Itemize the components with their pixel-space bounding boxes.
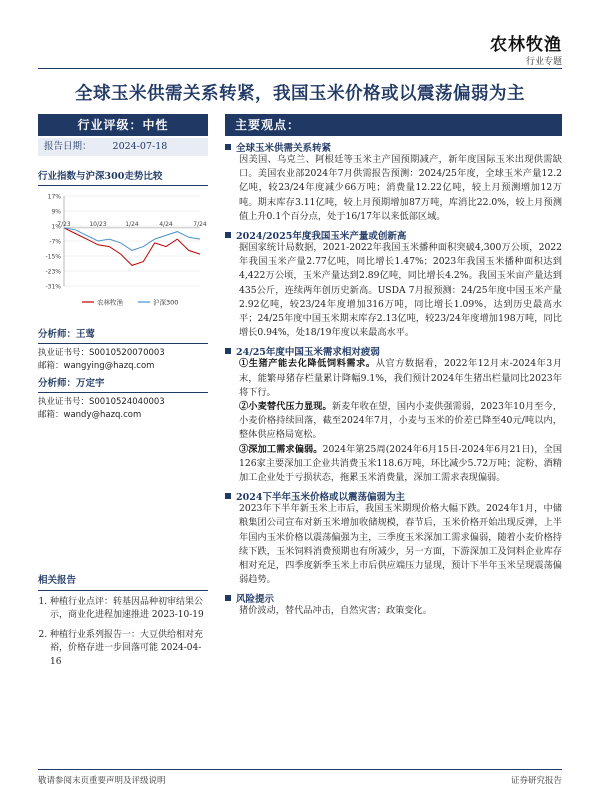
report-date-row	[38, 138, 208, 156]
analyst-email[interactable]: 邮箱：wangying@hazq.com	[38, 361, 155, 371]
x-tick-label: 1/24	[125, 220, 139, 228]
section-paragraph	[225, 604, 562, 618]
paragraph-lead: ②小麦替代压力显现。	[239, 401, 332, 413]
section-title	[225, 591, 562, 604]
footer-report-type: 证券研究报告	[510, 776, 562, 786]
main-sections	[225, 140, 562, 619]
paragraph-text: 从官方数据看，2022年12月末-2024年3月末，能繁母猪存栏量累计降幅9.1%，我们预计2024年生猪出栏量同比2023年将下行。	[239, 358, 563, 398]
related-reports	[38, 574, 208, 675]
report-date: 2024-07-18	[112, 141, 168, 152]
section-title-text: 2024下半年玉米价格或以震荡偏弱为主	[236, 491, 405, 503]
main-section	[225, 140, 562, 224]
section-paragraph	[225, 502, 562, 587]
y-tick-label: -7%	[49, 238, 61, 246]
section-title-text: 全球玉米供需关系转紧	[236, 142, 332, 154]
sector-name: 农林牧渔	[490, 35, 562, 55]
left-column	[38, 114, 208, 422]
x-tick-label: 7/24	[193, 220, 207, 228]
main-section	[225, 344, 562, 485]
section-paragraph	[225, 400, 562, 443]
section-title-text: 24/25年度中国玉米需求相对疲弱	[236, 346, 380, 358]
report-date-label: 报告日期：	[44, 141, 92, 152]
paragraph-text: 2023年下半年新玉米上市后，我国玉米期现价格大幅下跌。2024年1月，中储粮集团公司宣布对新玉米增加收储规模，春节后，玉米价格开始出现反弹，上半年国内玉米价格以震荡偏强为主，三季度玉米深加工需求偏弱，随着小麦价格持续下跌，玉米饲料消费预期也有所减少，另一方面，下游深加工及饲料企业库存相对充足，四季度新季玉米上市后供应端压力显现，预计下半年玉米呈现震荡偏弱趋势。	[239, 503, 562, 586]
section-title	[225, 228, 562, 241]
section-paragraph	[225, 241, 562, 340]
analyst-block-1	[38, 328, 208, 373]
y-tick-label: 17%	[47, 193, 61, 201]
footer-disclaimer: 敬请参阅末页重要声明及评级说明	[38, 776, 166, 786]
report-type: 行业专题	[525, 57, 562, 67]
main-section	[225, 489, 562, 587]
paragraph-text: 2024年第25周(2024年6月15日-2024年6月21日)，全国126家主要深加工企业共消费玉米118.6万吨，环比减少5.72万吨；淀粉、酒精加工企业处于亏损状态，拖累玉米消费量，深加工需求表现偏弱。	[239, 443, 563, 484]
paragraph-text: 新麦年收在望，国内小麦供强需弱，2023年10月至今，小麦价格持续回落，截至2024年7月，小麦与玉米的价差已降至40元/吨以内，整体供应格局宽松。	[239, 401, 563, 441]
square-bullet-icon	[225, 348, 231, 354]
analyst-block-2	[38, 377, 208, 422]
square-bullet-icon	[225, 595, 231, 601]
footer-divider	[38, 769, 562, 770]
square-bullet-icon	[225, 232, 231, 238]
paragraph-text: 据国家统计局数据，2021-2022年我国玉米播种面积突破4,300万公顷，2022年我国玉米产量2.77亿吨，同比增长1.47%；2023年我国玉米播种面积达到4,422万公顷，玉米产量达到2.89亿吨，同比增长4.2%。我国玉米亩产量达到435公斤，连续两年创历史新高。USDA 7月报预测：24/25年度中国玉米产量2.92亿吨，较23/24年度增加316万吨，同比增长1.09%，达到历史最高水平；24/25年度中国玉米期末库存2.13亿吨，较23/24年度增加198万吨，同比增长0.94%，处18/19年度以来最高水平。	[239, 242, 562, 339]
y-tick-label: 1%	[51, 223, 61, 231]
analyst-name: 分析师：万定宇	[38, 377, 208, 393]
analyst-cert: 执业证书号：S0010524040003	[38, 397, 165, 407]
trend-chart	[38, 190, 208, 312]
square-bullet-icon	[225, 493, 231, 499]
chart-container	[38, 190, 208, 316]
main-column	[225, 114, 562, 619]
section-title	[225, 344, 562, 357]
square-bullet-icon	[225, 144, 231, 150]
y-tick-label: 9%	[51, 208, 61, 216]
y-tick-label: -15%	[45, 253, 61, 261]
related-report-item[interactable]: 2. 种植行业系列报告一：大豆供给相对充裕，价格存进一步回落可能 2024-04-16	[50, 629, 208, 670]
main-section	[225, 228, 562, 340]
analyst-cert: 执业证书号：S0010520070003	[38, 348, 165, 358]
section-title-text: 2024/2025年度我国玉米产量或创新高	[236, 230, 407, 242]
related-report-item[interactable]: 1. 种植行业点评：转基因品种初审结果公示，商业化进程加速推进 2023-10-19	[50, 596, 208, 623]
section-title	[225, 140, 562, 153]
paragraph-lead: ③深加工需求偏弱。	[239, 443, 323, 455]
related-title: 相关报告	[38, 574, 208, 591]
section-title	[225, 489, 562, 502]
header-divider	[38, 68, 562, 69]
chart-title: 行业指数与沪深300走势比较	[38, 168, 208, 186]
industry-rating: 行业评级：中性	[38, 114, 208, 136]
section-paragraph	[225, 443, 562, 486]
series-line-index	[64, 228, 200, 251]
section-paragraph	[225, 357, 562, 400]
x-tick-label: 7/23	[57, 220, 71, 228]
analyst-email[interactable]: 邮箱：wandy@hazq.com	[38, 410, 142, 420]
paragraph-lead: ①生猪产能去化降低饲料需求。	[239, 358, 376, 370]
report-title: 全球玉米供需关系转紧，我国玉米价格或以震荡偏弱为主	[75, 84, 525, 104]
main-points-header: 主要观点：	[225, 114, 562, 136]
series-line-sector	[64, 228, 200, 266]
section-paragraph	[225, 153, 562, 224]
y-tick-label: -31%	[45, 283, 61, 291]
x-tick-label: 4/24	[159, 220, 173, 228]
main-section	[225, 591, 562, 618]
analyst-name: 分析师：王莺	[38, 328, 208, 344]
legend-label-sector: 农林牧渔	[97, 298, 123, 307]
y-tick-label: -23%	[45, 268, 61, 276]
paragraph-text: 猪价波动，替代品冲击，自然灾害；政策变化。	[239, 605, 432, 617]
paragraph-text: 因美国、乌克兰、阿根廷等玉米主产国预期减产，新年度国际玉米出现供需缺口。美国农业部2024年7月供需报告预测：2024/25年度，全球玉米产量12.2亿吨，较23/24年度减少66万吨；消费量12.22亿吨，较上月预测增加12万吨。期末库存3.11亿吨，较上月预期增加87万吨，库消比22.0%，较上月预测值上升0.1个百分点，处于16/17年以来低部区域。	[239, 154, 562, 222]
section-title-text: 风险提示	[236, 593, 275, 605]
x-tick-label: 10/23	[89, 220, 107, 228]
legend-label-index: 沪深300	[153, 298, 179, 307]
